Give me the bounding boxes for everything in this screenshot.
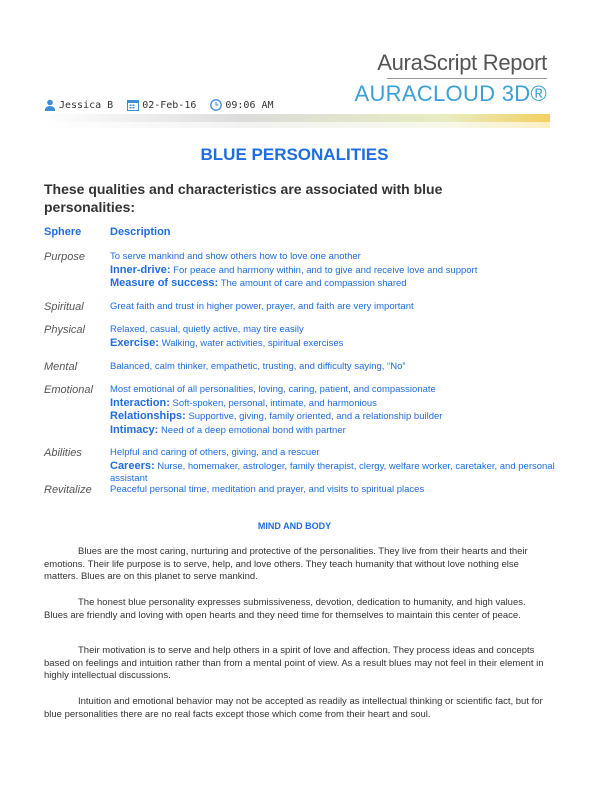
sphere-label: Spiritual	[44, 301, 84, 313]
description-text: To serve mankind and show others how to love one another	[110, 251, 361, 262]
section-heading: MIND AND BODY	[257, 521, 332, 531]
sphere-description	[110, 301, 564, 314]
sphere-description	[110, 384, 564, 437]
description-text: Walking, water activities, spiritual exercises	[161, 337, 344, 349]
brand-header	[355, 50, 547, 107]
description-text: Helpful and caring of others, giving, and a rescuer	[110, 447, 320, 458]
description-text: Most emotional of all personalities, loving, caring, patient, and compassionate	[110, 384, 436, 395]
meta-date	[127, 99, 196, 111]
clock-icon	[210, 99, 222, 111]
description-text: For peace and harmony within, and to give and receive love and support	[173, 264, 478, 276]
sphere-description	[110, 447, 564, 486]
calendar-icon	[127, 99, 139, 111]
meta-time	[210, 99, 273, 111]
column-header-sphere: Sphere	[44, 226, 82, 238]
description-label: Inner-drive:	[110, 263, 171, 276]
sphere-label: Purpose	[44, 251, 85, 263]
description-text: Balanced, calm thinker, empathetic, trusting, and difficulty saying, “No”	[110, 361, 406, 372]
sphere-description	[110, 361, 564, 374]
description-text: Need of a deep emotional bond with partner	[160, 424, 346, 436]
description-text: Supportive, giving, family oriented, and a relationship builder	[188, 411, 443, 422]
description-text: Relaxed, casual, quietly active, may tire easily	[110, 324, 304, 335]
body-paragraph: Intuition and emotional behavior may not be accepted as readily as intellectual thinking or scientific fact, but for blue personalities there are no real facts except those which come from their heart and soul.	[44, 696, 543, 720]
column-header-description: Description	[110, 226, 171, 238]
description-label: Intimacy:	[110, 423, 159, 436]
report-title: AuraScript Report	[377, 50, 547, 75]
header-gradient-bar	[40, 114, 550, 128]
report-meta	[44, 99, 288, 111]
description-text: Soft-spoken, personal, intimate, and harmonious	[172, 397, 377, 409]
sphere-description	[110, 251, 564, 291]
meta-user-name: Jessica B	[59, 99, 114, 111]
meta-time-value: 09:06 AM	[225, 99, 274, 111]
description-label: Relationships:	[110, 410, 186, 422]
intro-heading: These qualities and characteristics are associated with blue personalities:	[44, 181, 443, 215]
sphere-label: Revitalize	[44, 484, 92, 496]
description-text: Peaceful personal time, meditation and prayer, and visits to spiritual places	[110, 484, 425, 495]
brand-divider	[387, 78, 547, 79]
description-label: Careers:	[110, 459, 155, 472]
description-label: Measure of success:	[110, 277, 219, 289]
user-icon	[44, 99, 56, 111]
body-paragraph: Their motivation is to serve and help others in a spirit of love and affection. They process ideas and concepts based on feelings and intuition rather than from a mental point of view. As a result blues may not feel in their element in highly intellectual discussions.	[44, 645, 544, 681]
description-text: Nurse, homemaker, astrologer, family therapist, clergy, welfare worker, caretaker, and personal assistant	[110, 460, 555, 484]
page-title: BLUE PERSONALITIES	[200, 145, 389, 164]
description-label: Exercise:	[110, 336, 159, 349]
description-text: The amount of care and compassion shared	[220, 278, 407, 289]
body-paragraph: Blues are the most caring, nurturing and protective of the personalities. They live from their hearts and their emotions. Their life purpose is to serve, help, and love others. They teach humanity that without love nothing else matters. Blues are on this planet to serve mankind.	[44, 546, 528, 582]
sphere-description	[110, 484, 564, 497]
sphere-label: Mental	[44, 361, 78, 373]
meta-date-value: 02-Feb-16	[142, 99, 197, 111]
sphere-label: Abilities	[44, 447, 82, 459]
sphere-description	[110, 324, 564, 350]
sphere-label: Physical	[44, 324, 85, 336]
body-paragraph: The honest blue personality expresses submissiveness, devotion, dedication to humanity, and high values. Blues are friendly and loving with open hearts and they need time for themselves to maintain this center of peace.	[44, 597, 526, 621]
description-text: Great faith and trust in higher power, prayer, and faith are very important	[110, 301, 414, 312]
description-label: Interaction:	[110, 396, 170, 409]
meta-user	[44, 99, 113, 111]
brand-logo-text: AURACLOUD 3D®	[354, 81, 547, 106]
sphere-label: Emotional	[44, 384, 93, 396]
